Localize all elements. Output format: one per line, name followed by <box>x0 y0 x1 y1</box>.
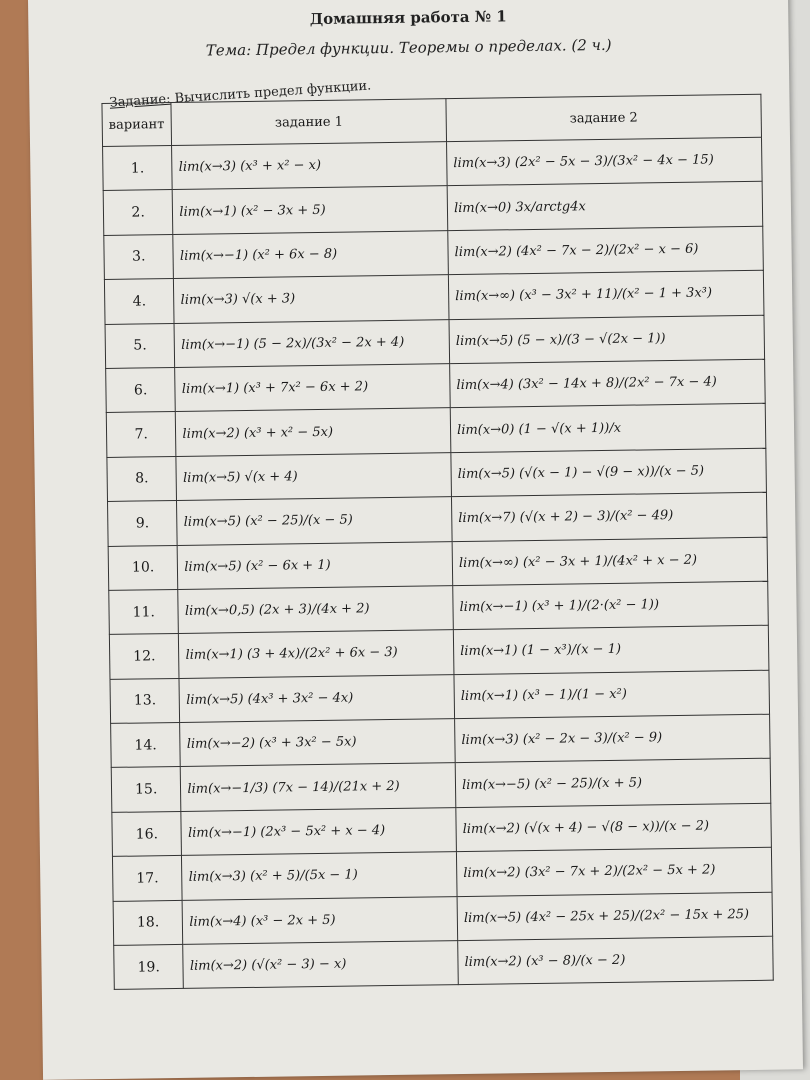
task1-expression: lim(x→1) (3 + 4x)/(2x² + 6x − 3) <box>179 630 454 678</box>
variant-number: 4. <box>104 279 174 324</box>
task1-expression: lim(x→1) (x² − 3x + 5) <box>173 186 448 234</box>
task1-expression: lim(x→2) (x³ + x² − 5x) <box>176 408 451 456</box>
task2-expression: lim(x→1) (x³ − 1)/(1 − x²) <box>454 670 770 719</box>
variant-number: 10. <box>108 545 178 590</box>
variant-number: 16. <box>112 811 182 856</box>
task1-expression: lim(x→1) (x³ + 7x² − 6x + 2) <box>175 364 450 412</box>
header-task1: задание 1 <box>171 99 446 146</box>
task2-expression: lim(x→−1) (x³ + 1)/(2·(x² − 1)) <box>453 581 769 630</box>
task2-expression: lim(x→0) 3x/arctg4x <box>447 182 763 231</box>
variant-number: 13. <box>110 678 180 723</box>
variant-number: 12. <box>109 634 179 679</box>
task2-expression: lim(x→7) (√(x + 2) − 3)/(x² − 49) <box>452 492 768 541</box>
page-title: Домашняя работа № 1 <box>309 7 507 29</box>
task-text: Вычислить предел функции. <box>170 78 372 107</box>
task1-expression: lim(x→−1) (x² + 6x − 8) <box>173 230 448 278</box>
variant-number: 15. <box>111 767 181 812</box>
task-prefix: Задание: <box>109 91 172 111</box>
task1-expression: lim(x→5) (x² − 6x + 1) <box>178 541 453 589</box>
task1-expression: lim(x→−1) (5 − 2x)/(3x² − 2x + 4) <box>174 319 449 367</box>
task1-expression: lim(x→5) √(x + 4) <box>176 452 451 500</box>
page-topic: Тема: Предел функции. Теоремы о пределах. (2 ч.) <box>205 35 612 60</box>
variant-number: 9. <box>108 501 178 546</box>
variant-number: 17. <box>112 856 182 901</box>
variant-number: 11. <box>109 589 179 634</box>
task1-expression: lim(x→5) (4x³ + 3x² − 4x) <box>179 674 454 722</box>
variant-number: 19. <box>114 944 184 989</box>
variant-number: 3. <box>104 234 174 279</box>
task1-expression: lim(x→0,5) (2x + 3)/(4x + 2) <box>178 586 453 634</box>
task2-expression: lim(x→2) (3x² − 7x + 2)/(2x² − 5x + 2) <box>456 847 772 896</box>
header-task2: задание 2 <box>446 94 762 141</box>
variant-number: 5. <box>105 323 175 368</box>
table-row <box>114 936 774 990</box>
task1-expression: lim(x→−1) (2x³ − 5x² + x − 4) <box>181 807 456 855</box>
task1-expression: lim(x→4) (x³ − 2x + 5) <box>182 896 457 944</box>
task2-expression: lim(x→5) (4x² − 25x + 25)/(2x² − 15x + 25) <box>457 892 773 941</box>
task2-expression: lim(x→1) (1 − x³)/(x − 1) <box>453 626 769 675</box>
task1-expression: lim(x→3) √(x + 3) <box>174 275 449 323</box>
task2-expression: lim(x→0) (1 − √(x + 1))/x <box>450 404 766 453</box>
task2-expression: lim(x→−5) (x² − 25)/(x + 5) <box>455 759 771 808</box>
task2-expression: lim(x→∞) (x² − 3x + 1)/(4x² + x − 2) <box>452 537 768 586</box>
variant-number: 6. <box>106 367 176 412</box>
table-body <box>103 137 774 990</box>
variant-number: 7. <box>106 412 176 457</box>
task2-expression: lim(x→5) (√(x − 1) − √(9 − x))/(x − 5) <box>451 448 767 497</box>
task2-expression: lim(x→∞) (x³ − 3x² + 11)/(x² − 1 + 3x³) <box>448 270 764 319</box>
task2-expression: lim(x→2) (4x² − 7x − 2)/(2x² − x − 6) <box>448 226 764 275</box>
task2-expression: lim(x→4) (3x² − 14x + 8)/(2x² − 7x − 4) <box>450 359 766 408</box>
task1-expression: lim(x→3) (x² + 5)/(5x − 1) <box>182 852 457 900</box>
header-variant: вариант <box>102 103 172 147</box>
variant-number: 8. <box>107 456 177 501</box>
worksheet-page <box>28 0 803 1080</box>
task2-expression: lim(x→3) (x² − 2x − 3)/(x² − 9) <box>455 714 771 763</box>
task2-expression: lim(x→2) (√(x + 4) − √(8 − x))/(x − 2) <box>456 803 772 852</box>
task1-expression: lim(x→3) (x³ + x² − x) <box>172 142 447 190</box>
task2-expression: lim(x→5) (5 − x)/(3 − √(2x − 1)) <box>449 315 765 364</box>
task1-expression: lim(x→−2) (x³ + 3x² − 5x) <box>180 719 455 767</box>
variant-number: 18. <box>113 900 183 945</box>
task2-expression: lim(x→3) (2x² − 5x − 3)/(3x² − 4x − 15) <box>447 137 763 186</box>
task1-expression: lim(x→−1/3) (7x − 14)/(21x + 2) <box>181 763 456 811</box>
task2-expression: lim(x→2) (x³ − 8)/(x − 2) <box>458 936 774 985</box>
variant-number: 14. <box>111 723 181 768</box>
task1-expression: lim(x→2) (√(x² − 3) − x) <box>183 941 458 989</box>
task1-expression: lim(x→5) (x² − 25)/(x − 5) <box>177 497 452 545</box>
variant-number: 1. <box>103 146 173 191</box>
variant-number: 2. <box>103 190 173 235</box>
